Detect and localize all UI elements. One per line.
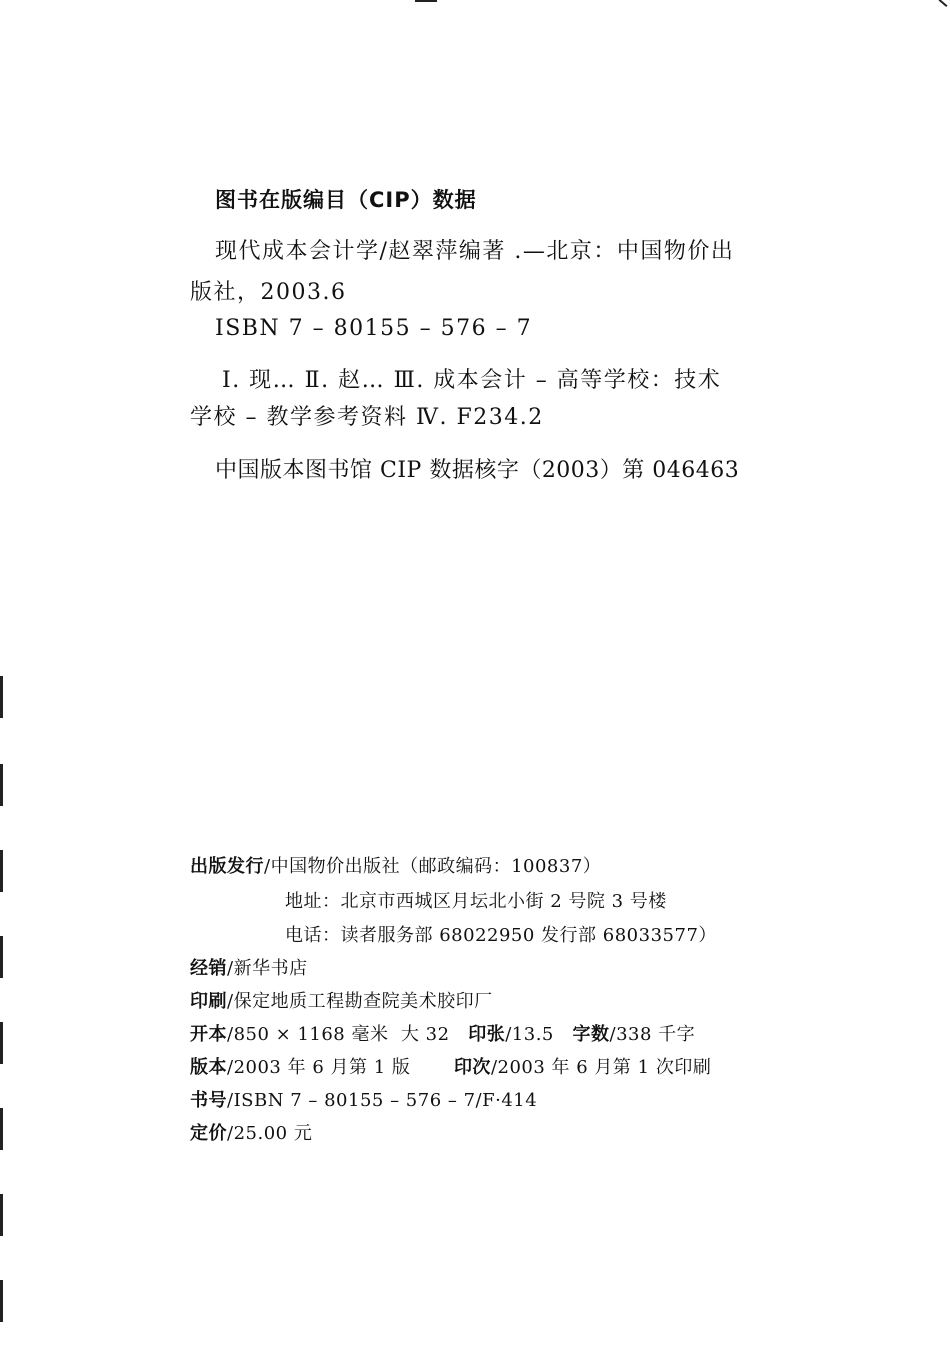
binding-mark-2 <box>0 764 3 806</box>
cip-line-title-author: 现代成本会计学/赵翠萍编著 .—北京：中国物价出 <box>215 239 735 264</box>
cip-line-isbn: ISBN 7 – 80155 – 576 – 7 <box>215 316 533 341</box>
binding-mark-7 <box>0 1194 3 1236</box>
scan-mark-top <box>415 0 437 2</box>
publisher-value: /中国物价出版社（邮政编码：100837） <box>264 856 602 877</box>
distributor-value: /新华书店 <box>227 958 308 979</box>
edition-value: /2003 年 6 月第 1 版 <box>227 1057 454 1078</box>
binding-mark-4 <box>0 936 3 978</box>
publisher-label: 出版发行 <box>190 856 264 877</box>
price-value: /25.00 元 <box>227 1123 313 1144</box>
book-number-label: 书号 <box>190 1090 227 1111</box>
cip-stamp: 中国版本图书馆 CIP 数据核字（2003）第 046463 <box>215 458 740 483</box>
printer-value: /保定地质工程勘查院美术胶印厂 <box>227 991 493 1012</box>
publisher-line <box>190 858 601 876</box>
printer-line <box>190 993 493 1011</box>
impression-value: /2003 年 6 月第 1 次印刷 <box>490 1057 712 1078</box>
book-number-line <box>190 1092 537 1110</box>
scan-mark-corner <box>939 0 948 7</box>
format-label: 开本 <box>190 1024 227 1045</box>
words-label: 字数 <box>572 1024 610 1045</box>
impression-label: 印次 <box>453 1057 491 1078</box>
format-line <box>190 1026 695 1044</box>
phone-line: 电话：读者服务部 68022950 发行部 68033577） <box>285 925 717 946</box>
distributor-line <box>190 960 308 978</box>
binding-mark-3 <box>0 850 3 892</box>
cip-line-subjects-1: Ⅰ. 现… Ⅱ. 赵… Ⅲ. 成本会计 – 高等学校：技术 <box>222 368 722 393</box>
book-number-value: /ISBN 7 – 80155 – 576 – 7/F·414 <box>227 1090 538 1111</box>
cip-title: 图书在版编目（CIP）数据 <box>215 188 477 212</box>
printer-label: 印刷 <box>190 991 227 1012</box>
address-line: 地址：北京市西城区月坛北小街 2 号院 3 号楼 <box>285 891 667 912</box>
binding-mark-6 <box>0 1108 3 1150</box>
edition-label: 版本 <box>190 1057 227 1078</box>
binding-mark-8 <box>0 1280 3 1322</box>
price-label: 定价 <box>190 1123 227 1144</box>
format-value: /850 × 1168 毫米 大 32 <box>227 1024 469 1045</box>
binding-mark-5 <box>0 1022 3 1064</box>
cip-line-subjects-2: 学校 – 教学参考资料 Ⅳ. F234.2 <box>190 405 544 430</box>
edition-line <box>190 1059 711 1077</box>
words-value: /338 千字 <box>609 1024 696 1045</box>
binding-mark-1 <box>0 676 3 718</box>
sheets-label: 印张 <box>468 1024 506 1045</box>
cip-line-publisher-date: 版社，2003.6 <box>190 280 347 305</box>
sheets-value: /13.5 <box>505 1024 573 1045</box>
distributor-label: 经销 <box>190 958 227 979</box>
price-line <box>190 1125 312 1143</box>
